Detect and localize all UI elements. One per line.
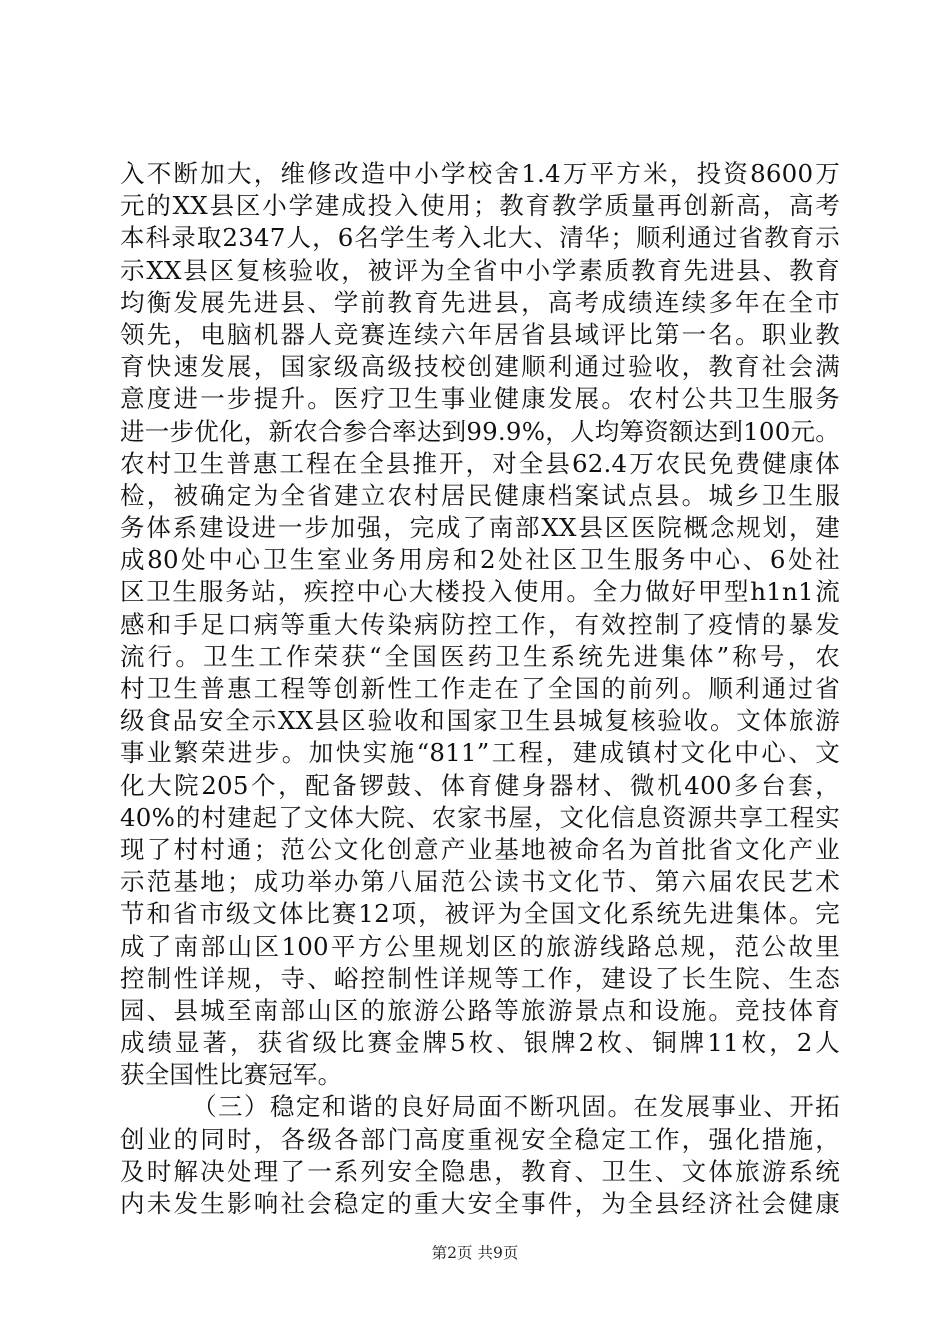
paragraph-1 [120, 158, 840, 1091]
text-line: 务体系建设进一步加强，完成了南部XX县区医院概念规划，建 [120, 513, 840, 543]
text-line: 内未发生影响社会稳定的重大安全事件，为全县经济社会健康 [120, 1189, 840, 1218]
text-line: 创业的同时，各级各部门高度重视安全稳定工作，强化措施， [120, 1124, 840, 1154]
paragraph-2 [120, 1091, 840, 1220]
text-line: 示范基地；成功举办第八届范公读书文化节、第六届农民艺术 [120, 867, 840, 897]
text-line: 感和手足口病等重大传染病防控工作，有效控制了疫情的暴发 [120, 609, 840, 639]
text-line: 事业繁荣进步。加快实施“811”工程，建成镇村文化中心、文 [120, 738, 840, 768]
text-line: 40%的村建起了文体大院、农家书屋，文化信息资源共享工程实 [120, 802, 840, 832]
text-line: 成绩显著，获省级比赛金牌5枚、银牌2枚、铜牌11枚，2人 [120, 1028, 840, 1058]
text-line: 成80处中心卫生室业务用房和2处社区卫生服务中心、6处社 [120, 545, 840, 575]
text-line: 意度进一步提升。医疗卫生事业健康发展。农村公共卫生服务 [120, 384, 840, 414]
text-line: 村卫生普惠工程等创新性工作走在了全国的前列。顺利通过省 [120, 674, 840, 703]
text-line: 区卫生服务站，疾控中心大楼投入使用。全力做好甲型h1n1流 [120, 577, 840, 607]
text-line: 示XX县区复核验收，被评为全省中小学素质教育先进县、教育 [120, 255, 840, 285]
text-line: 成了南部山区100平方公里规划区的旅游线路总规，范公故里 [120, 931, 840, 961]
text-line: 节和省市级文体比赛12项，被评为全国文化系统先进集体。完 [120, 899, 840, 929]
text-line: 均衡发展先进县、学前教育先进县，高考成绩连续多年在全市 [120, 287, 840, 317]
text-line: 现了村村通；范公文化创意产业基地被命名为首批省文化产业 [120, 834, 840, 864]
text-line: 获全国性比赛冠军。 [120, 1060, 343, 1090]
document-body [120, 158, 840, 1220]
text-line: 园、县城至南部山区的旅游公路等旅游景点和设施。竞技体育 [120, 995, 840, 1025]
page-number-footer: 第2页 共9页 [431, 1244, 519, 1262]
text-line: 元的XX县区小学建成投入使用；教育教学质量再创新高，高考 [120, 191, 840, 221]
text-line: 及时解决处理了一系列安全隐患，教育、卫生、文体旅游系统 [120, 1156, 840, 1186]
text-line: 进一步优化，新农合参合率达到99.9%，人均筹资额达到100元。 [120, 416, 840, 446]
text-line: 农村卫生普惠工程在全县推开，对全县62.4万农民免费健康体 [120, 448, 840, 478]
text-line: 入不断加大，维修改造中小学校舍1.4万平方米，投资8600万 [120, 159, 840, 188]
text-line: 本科录取2347人，6名学生考入北大、清华；顺利通过省教育示 [120, 223, 840, 253]
text-line: 检，被确定为全省建立农村居民健康档案试点县。城乡卫生服 [120, 480, 840, 510]
text-line: 化大院205个，配备锣鼓、体育健身器材、微机400多台套， [120, 770, 840, 800]
text-line: 育快速发展，国家级高级技校创建顺利通过验收，教育社会满 [120, 352, 840, 382]
text-line: 流行。卫生工作荣获“全国医药卫生系统先进集体”称号，农 [120, 641, 840, 671]
text-line: 控制性详规，寺、峪控制性详规等工作，建设了长生院、生态 [120, 963, 840, 993]
text-line: 级食品安全示XX县区验收和国家卫生县城复核验收。文体旅游 [120, 706, 840, 736]
text-line: （三）稳定和谐的良好局面不断巩固。在发展事业、开拓 [192, 1092, 840, 1122]
text-line: 领先，电脑机器人竞赛连续六年居省县域评比第一名。职业教 [120, 319, 840, 349]
